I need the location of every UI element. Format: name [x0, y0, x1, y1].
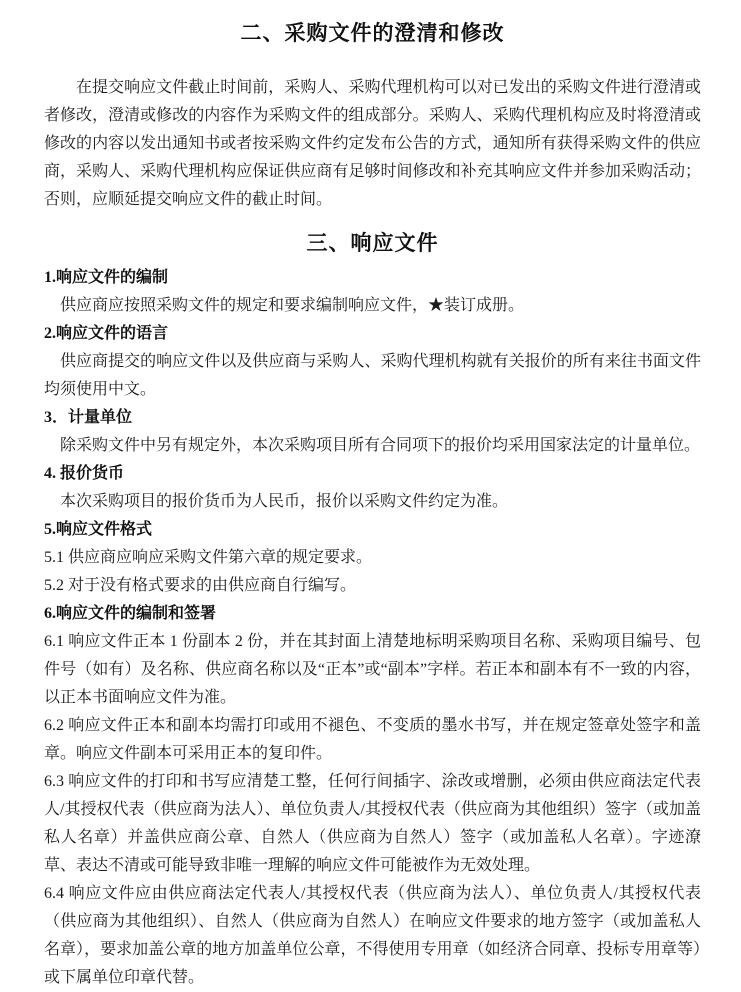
- section-response-title: 三、响应文件: [306, 231, 439, 255]
- item-1-body: 供应商应按照采购文件的规定和要求编制响应文件，★装订成册。: [60, 297, 525, 314]
- item-2-body: 供应商提交的响应文件以及供应商与采购人、采购代理机构就有关报价的所有来往书面文件均须使用中文。: [44, 353, 701, 398]
- item-3-body: 除采购文件中另有规定外，本次采购项目所有合同项下的报价均采用国家法定的计量单位。: [60, 437, 701, 454]
- item-4-heading: 4. 报价货币: [44, 465, 125, 482]
- item-3-heading: 3．计量单位: [44, 409, 133, 426]
- item-6-clause-6-4: 6.4 响应文件应由供应商法定代表人/其授权代表（供应商为法人）、单位负责人/其授权代表（供应商为其他组织）、自然人（供应商为自然人）在响应文件要求的地方签字（或加盖私人名章），要求加盖公章的地方加盖单位公章，不得使用专用章（如经济合同章、投标专用章等）或下属单位印章代替。: [44, 885, 701, 986]
- item-6-heading: 6.响应文件的编制和签署: [44, 605, 217, 622]
- item-6-clause-6-1: 6.1 响应文件正本 1 份副本 2 份，并在其封面上清楚地标明采购项目名称、采购项目编号、包件号（如有）及名称、供应商名称以及“正本”或“副本”字样。若正本和副本有不一致的内容，以正本书面响应文件为准。: [44, 633, 701, 706]
- item-2-heading: 2.响应文件的语言: [44, 325, 169, 342]
- item-5-clause-5-1: 5.1 供应商应响应采购文件第六章的规定要求。: [44, 549, 373, 566]
- item-6-clause-6-3: 6.3 响应文件的打印和书写应清楚工整，任何行间插字、涂改或增删，必须由供应商法定代表人/其授权代表（供应商为法人）、单位负责人/其授权代表（供应商为其他组织）签字（或加盖私人名章）并盖供应商公章、自然人（供应商为自然人）签字（或加盖私人名章）。字迹潦草、表达不清或可能导致非唯一理解的响应文件可能被作为无效处理。: [44, 773, 701, 874]
- item-4-body: 本次采购项目的报价货币为人民币，报价以采购文件约定为准。: [60, 493, 509, 510]
- section-clarification-paragraph: 在提交响应文件截止时间前，采购人、采购代理机构可以对已发出的采购文件进行澄清或者修改，澄清或修改的内容作为采购文件的组成部分。采购人、采购代理机构应及时将澄清或修改的内容以发出通知书或者按采购文件约定发布公告的方式，通知所有获得采购文件的供应商，采购人、采购代理机构应保证供应商有足够时间修改和补充其响应文件并参加采购活动；否则，应顺延提交响应文件的截止时间。: [44, 79, 701, 208]
- item-1-heading: 1.响应文件的编制: [44, 269, 169, 286]
- item-5-heading: 5.响应文件格式: [44, 521, 153, 538]
- item-6-clause-6-2: 6.2 响应文件正本和副本均需打印或用不褪色、不变质的墨水书写，并在规定签章处签字和盖章。响应文件副本可采用正本的复印件。: [44, 717, 701, 762]
- section-clarification-title: 二、采购文件的澄清和修改: [240, 21, 505, 45]
- item-5-clause-5-2: 5.2 对于没有格式要求的由供应商自行编写。: [44, 577, 357, 594]
